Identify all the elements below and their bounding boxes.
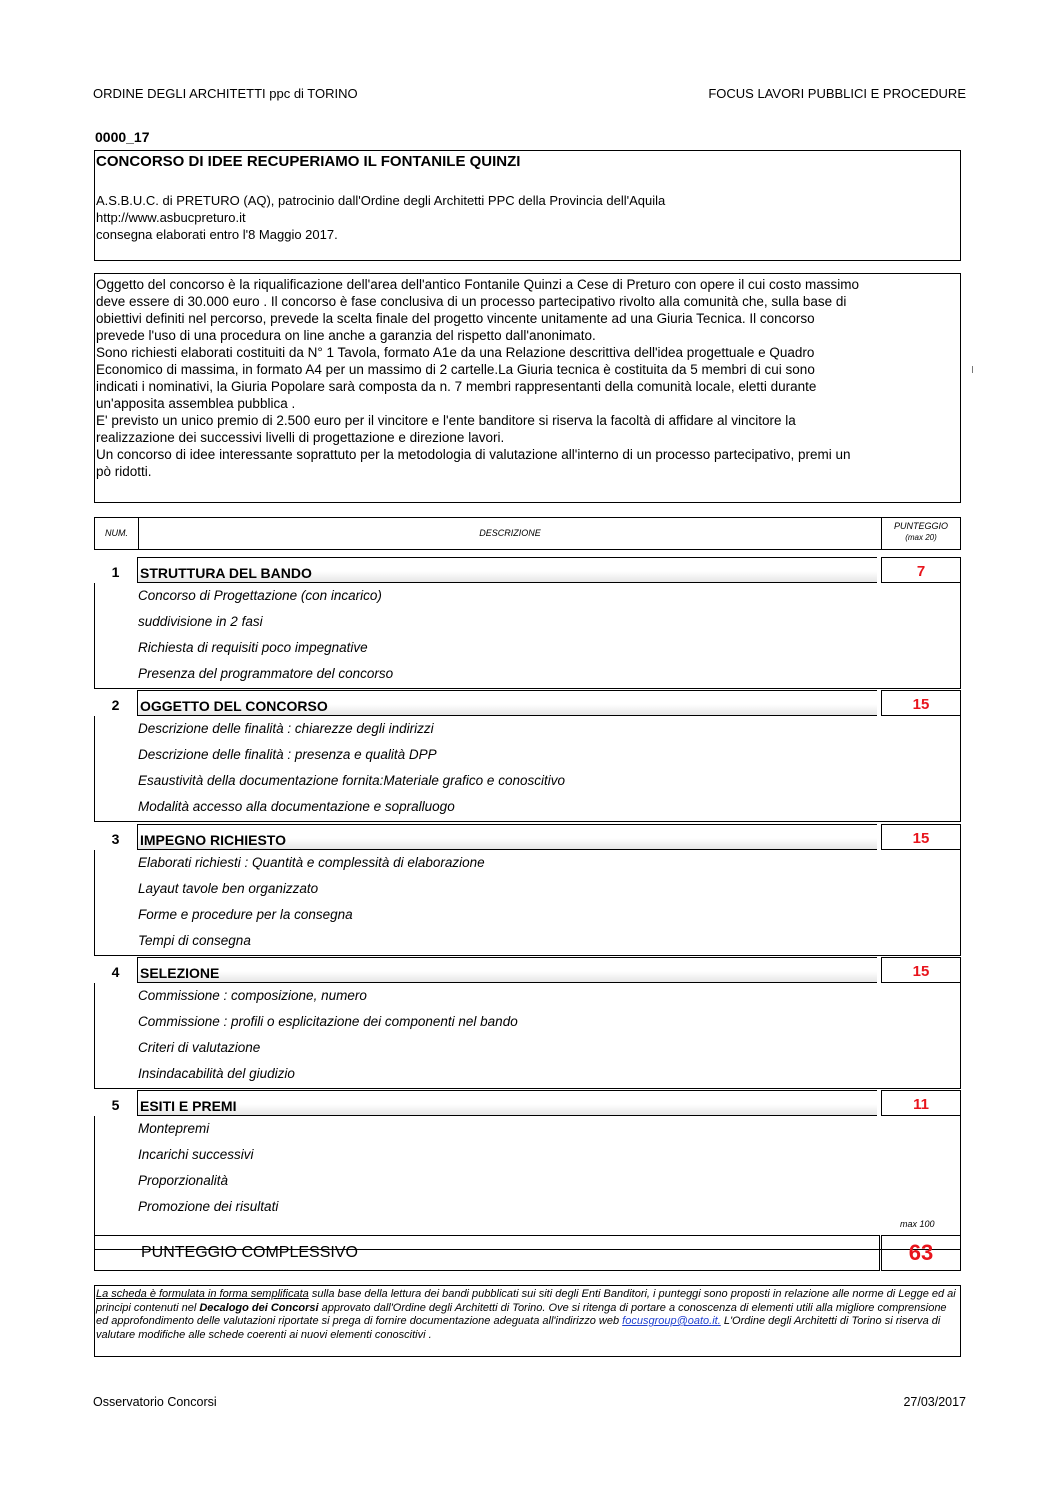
competition-deadline: consegna elaborati entro l'8 Maggio 2017. [96,227,338,242]
criterion-item: Esaustività della documentazione fornita:Materiale grafico e conoscitivo [138,773,565,788]
description-line: un'apposita assemblea pubblica . [96,396,296,411]
criterion-item: Concorso di Progettazione (con incarico) [138,588,382,603]
description-text [96,276,859,480]
description-line: E' previsto un unico premio di 2.500 euro per il vincitore e l'ente banditore si riserva la facoltà di affidare al vincitore la [96,413,796,428]
section-title: ESITI E PREMI [137,1090,877,1116]
criterion-item: Proporzionalità [138,1173,229,1188]
criterion-item: Presenza del programmatore del concorso [138,666,394,681]
criterion-item: Criteri di valutazione [138,1040,261,1055]
note-body-2: approvato dall'Ordine degli Architetti di Torino. Ove si ritenga di portare a conoscenza di elementi utili alla migliore comprensione ed approfondimento delle valutazioni riportate si prega di fornire documentazione adeguata all'indirizzo web [96,1301,947,1327]
criterion-item: Forme e procedure per la consegna [138,907,353,922]
section-score: 15 [881,957,961,983]
description-line: obiettivi definiti nel percorso, prevede la scelta finale del progetto vincente unitamente ad una Giuria Tecnica. Il concorso [96,311,815,326]
description-line: Oggetto del concorso è la riqualificazione dell'area dell'antico Fontanile Quinzi a Cese di Preturo con opere il cui costo massimo [96,277,860,292]
criterion-item: Descrizione delle finalità : presenza e qualità DPP [138,747,437,762]
col-score-max: (max 20) [905,533,937,542]
competition-website: http://www.asbucpreturo.it [96,210,246,225]
total-max: max 100 [900,1219,935,1229]
total-label-box [94,1235,880,1271]
description-line: pò ridotti. [96,464,152,479]
note-box [94,1285,961,1357]
criterion-item: Layaut tavole ben organizzato [138,881,319,896]
section-number: 3 [111,831,120,847]
header-section: FOCUS LAVORI PUBBLICI E PROCEDURE [708,86,966,101]
total-score: 63 [908,1240,934,1265]
criterion-item: Montepremi [138,1121,210,1136]
description-line: Economico di massima, in formato A4 per un massimo di 2 cartelle.La Giuria tecnica è costituita da 5 membri di cui sono [96,362,815,377]
section-number: 4 [111,964,120,980]
criterion-item: Insindacabilità del giudizio [138,1066,295,1081]
criterion-item: Promozione dei risultati [138,1199,279,1214]
note-email-link[interactable]: focusgroup@oato.it. [622,1315,721,1327]
criterion-item: Commissione : profili o esplicitazione dei componenti nel bando [138,1014,518,1029]
total-label: PUNTEGGIO COMPLESSIVO [141,1244,358,1261]
criterion-item: Descrizione delle finalità : chiarezze degli indirizzi [138,721,434,736]
section-title: STRUTTURA DEL BANDO [137,557,877,583]
section-row [94,957,961,983]
col-num-header: NUM. [105,528,128,538]
description-box [94,273,961,503]
col-desc-header: DESCRIZIONE [479,528,541,538]
total-score-box [881,1235,961,1271]
competition-box [94,150,961,261]
note-body: sulla base della lettura dei bandi pubblicati sui siti degli Enti Banditori, i punteggi sono proposti in relazione alle norme di Legge ed ai principi contenuti nel [96,1288,956,1314]
section-row [94,557,961,583]
criterion-item: Incarichi successivi [138,1147,254,1162]
section-title: OGGETTO DEL CONCORSO [137,690,877,716]
description-line: realizzazione dei successivi livelli di progettazione e direzione lavori. [96,430,505,445]
note-intro: La scheda è formulata in forma semplificata [96,1288,309,1300]
description-line: prevede l'uso di una procedura on line anche a garanzia del rispetto dall'anonimato. [96,328,596,343]
description-line: deve essere di 30.000 euro . Il concorso è fase conclusiva di un processo partecipativo rivolto alla comunità che, sulla base di [96,294,847,309]
footer-date: 27/03/2017 [903,1395,966,1409]
margin-mark [972,366,973,373]
section-score: 7 [881,557,961,583]
criterion-item: suddivisione in 2 fasi [138,614,263,629]
section-number: 1 [111,564,120,580]
col-score-header: PUNTEGGIO [893,521,948,531]
description-line: indicati i nominativi, la Giuria Popolare sarà composta da n. 7 membri rappresentanti della comunità locale, eletti durante [96,379,817,394]
header-org: ORDINE DEGLI ARCHITETTI ppc di TORINO [93,86,358,101]
criterion-item: Elaborati richiesti : Quantità e complessità di elaborazione [138,855,485,870]
note-text [96,1288,958,1342]
section-row [94,824,961,850]
competition-title: CONCORSO DI IDEE RECUPERIAMO IL FONTANILE QUINZI [96,153,521,170]
description-line: Sono richiesti elaborati costituiti da N° 1 Tavola, formato A1e da una Relazione descrittiva dell'idea progettuale e Quadro [96,345,815,360]
section-title: SELEZIONE [137,957,877,983]
section-score: 15 [881,824,961,850]
section-title: IMPEGNO RICHIESTO [137,824,877,850]
criterion-item: Richiesta di requisiti poco impegnative [138,640,368,655]
section-score: 11 [881,1090,961,1116]
section-row [94,690,961,716]
section-score: 15 [881,690,961,716]
criterion-item: Commissione : composizione, numero [138,988,367,1003]
section-number: 2 [111,697,120,713]
section-number: 5 [111,1097,120,1113]
criterion-item: Tempi di consegna [138,933,251,948]
note-decalogo: Decalogo dei Concorsi [199,1301,319,1314]
description-line: Un concorso di idee interessante soprattuto per la metodologia di valutazione all'interno di un processo partecipativo, premi un [96,447,851,462]
footer-left: Osservatorio Concorsi [93,1395,217,1409]
competition-organizer: A.S.B.U.C. di PRETURO (AQ), patrocinio dall'Ordine degli Architetti PPC della Provincia dell'Aquila [96,193,666,208]
section-row [94,1090,961,1116]
document-code: 0000_17 [95,129,150,145]
table-header [94,517,961,550]
note-body-3: L'Ordine degli Architetti di Torino si riserva di valutare modifiche alle schede coerenti ai nuovi elementi conoscitivi . [96,1315,941,1341]
criterion-item: Modalità accesso alla documentazione e sopralluogo [138,799,455,814]
